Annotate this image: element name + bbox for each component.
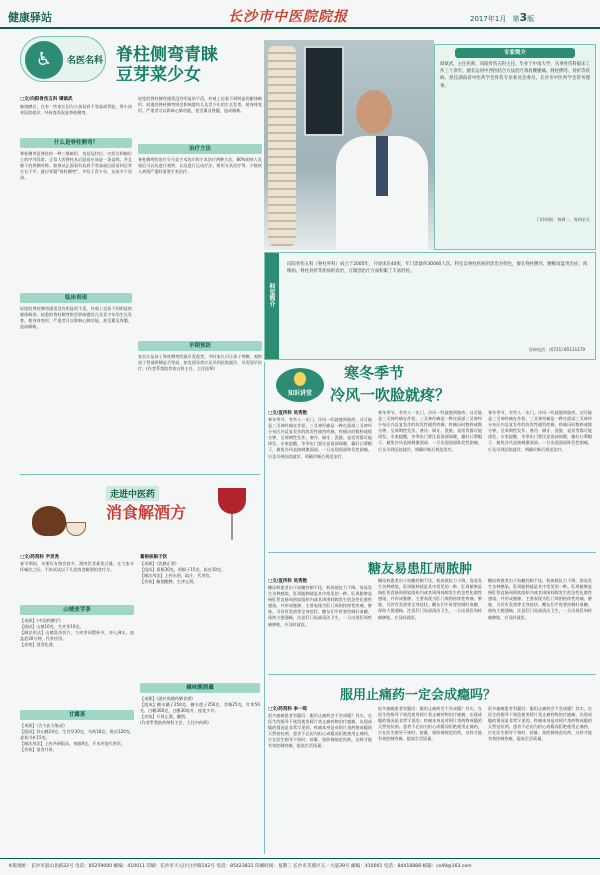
masthead-rule <box>0 27 600 29</box>
article-scoliosis <box>20 32 262 472</box>
sub-hawthorn-tea: 山楂麦芽茶 <box>20 605 134 615</box>
article4-col1 <box>20 554 134 850</box>
expert-box <box>434 44 596 250</box>
article3-body-2: 糖尿病患者由于血糖控制不佳，机体抵抗力下降，容易发生各种感染，肛周脓肿就是其中常见的一种。肛周脓肿是指肛管直肠周围软组织内或其周围间隙发生的急性化脓性感染，并形成脓肿。主要表现为肛门周围持续性疼痛、肿胀，可伴有发热等全身症状。糖友们平时要控制好血糖，保持大便通畅，注意肛门局部清洁卫生，一旦出现肛周疼痛肿胀，应及时就医。 <box>378 578 482 620</box>
hawthorn-tea-body: 【来源】《中国药膳学》 【组成】山楂10克，生麦芽10克。 【制法用法】山楂洗净切片，与麦芽同置杯中，冲入沸水，加盖泡30分钟，代茶饮用。 【功效】消食化滞。 <box>20 618 134 648</box>
article2-col1 <box>268 410 372 549</box>
article5-byline: □文/药剂科 李一鸣 <box>268 707 307 712</box>
department-phone: 咨询电话：(0731) 85131179 <box>528 347 585 352</box>
article4-tag: 走进中医药 <box>106 486 159 501</box>
column-right <box>138 96 262 472</box>
article2-byline: □文/宣传科 吴秀艳 <box>268 411 307 416</box>
article5-body-3: 很多癌痛患者有疑问：服用止痛药会不会成瘾？其实，在医生的指导下规范使用阿片类止痛药物治疗癌痛，出现成瘾的情况是非常罕见的。疼痛本身是对阿片类药物成瘾的天然拮抗剂。患者不必因为担心成瘾而拒绝使用止痛药，应在医生指导下按时、按量、按阶梯规范用药，这样才能有效控制疼痛，提高生活质量。 <box>488 706 592 742</box>
section-label: 健康驿站 <box>8 11 52 24</box>
what-body: 脊柱侧弯是脊柱的一种三维畸形，包括冠状位、矢状位和轴位上的序列异常。正常人的脊柱从后面看应该是一条直线，并且躯干的两侧对称。如果从正面看有双肩不等高或后面看到后背左右不平，就应怀疑"脊柱侧弯"。多发于青少年，女孩多于男孩。 <box>20 151 132 181</box>
subheading-prevention: 早期预防 <box>138 341 262 351</box>
subheading-treatment: 治疗方法 <box>138 144 262 154</box>
symptoms-body: 轻度的脊柱侧弯通常没有明显的不适，外观上也看不到明显的躯体畸形。较重的脊柱侧弯则会影响婴幼儿及青少年的生长发育，使身体变形，严重者可以影响心肺功能，甚至累及脊髓，造成瘫痪。 <box>20 306 132 330</box>
column-left <box>20 96 132 472</box>
xray-board <box>304 46 344 136</box>
intro-text: 脑剖磨后，在有一些家长因为小孩双肩不等高或背驼，带小孩来医院就诊，经检查发现是脊柱侧弯。 <box>20 104 132 116</box>
expert-clinic: 门诊时间：每周二、周四全天 <box>536 217 590 222</box>
sub-ganlu-tea: 甘露茶 <box>20 710 134 720</box>
paper-name: 长沙市中医院院报 <box>228 9 348 25</box>
ganlu-tea-body: 【来源】《古今医方集成》 【组成】炒山楂24克，生谷芽30克，乌药18克，陈皮120克，姜炙川朴15克。 【制法用法】上药共研粗末，每服9克，开水冲泡代茶饮。 【功效】消食开胃。 <box>20 723 134 753</box>
page-number: 3 <box>519 11 528 24</box>
article3-title: 糖友易患肛周脓肿 <box>368 562 473 577</box>
bulb-icon <box>294 372 306 386</box>
article3-body-1: 糖尿病患者由于血糖控制不佳，机体抵抗力下降，容易发生各种感染，肛周脓肿就是其中常见的一种。肛周脓肿是指肛管直肠周围软组织内或其周围间隙发生的急性化脓性感染，并形成脓肿。主要表现为肛门周围持续性疼痛、肿胀，可伴有发热等全身症状。糖友们平时要控制好血糖，保持大便通畅，注意肛门局部清洁卫生，一旦出现肛周疼痛肿胀，应及时就医。 <box>268 585 372 627</box>
issue-date: 2017年1月 <box>470 15 507 23</box>
expert-photo <box>264 40 434 250</box>
tag-label: 名医名科 <box>67 56 104 66</box>
department-label: 科室简介 <box>268 283 275 307</box>
tag-badge <box>20 36 106 82</box>
article4-intro: 春节期间，亲朋好友聚会较多，酒肉饮食难免过量。在大家开怀畅饮之际，不妨试试以下几款消食解酒的食疗方。 <box>20 561 134 573</box>
sub-gegen-drink: 葛根枳椇子饮 <box>140 555 167 560</box>
footer-text: 本版地址：长沙市韶山北路22号 电话：85259000 邮编：410011 印刷：长沙市天心区白沙路142号 电话：85423831 印刷时间：星期三 长沙市芙蓉区五一大道39号 邮编：410001 电话：84418888 邮箱：cs49@163.com <box>8 864 472 869</box>
article4-title: 消食解酒方 <box>106 503 187 522</box>
article3-rule <box>268 552 596 553</box>
page-suffix: 版 <box>527 15 535 23</box>
article-title-line1: 脊柱侧弯青睐 <box>116 45 218 65</box>
article5-rule <box>268 674 596 675</box>
column2-text: 轻度的脊柱侧弯通常没有明显的不适，外观上也看不到明显的躯体畸形。较重的脊柱侧弯则会影响婴幼儿及青少年的生长发育，使身体变形，严重者可以影响心肺功能，甚至累及脊髓，造成瘫痪。 <box>138 96 262 114</box>
knowledge-tag-label: 知识讲堂 <box>287 390 312 397</box>
department-side-label <box>265 253 279 359</box>
article-painkiller <box>268 674 596 854</box>
orange-soup-body: 【来源】《滋补保健药膳食谱》 【组成】糖水橘子250克，糖水莲子250克，青梅25克，红枣50克，白糖300克，白醋30毫升，桂花少许。 【功效】开胃止渴，醒酒。 (作者系我院药剂科主任、主任中药师) <box>140 696 260 726</box>
wine-glass-illustration <box>210 484 254 550</box>
article2-body-3: 寒冬季节，有些人一出门，冷风一吹就感到脸疼。这可能是三叉神经痛在作怪。三叉神经痛是一种在面部三叉神经分布区内反复发作的阵发性剧烈疼痛，疼痛历时数秒或数分钟，呈周期性发作。寒冷、刷牙、洗脸、说话等都可能诱发。专家提醒，冬季出门要注意面部保暖，戴好口罩帽子，避免冷风直接刺激面部。一旦出现面部阵发性剧痛，应及早到医院就诊，明确诊断后规范治疗。 <box>488 410 592 452</box>
article2-title-line2: 冷风一吹脸就疼？ <box>330 386 451 404</box>
article4-rule <box>20 474 260 475</box>
article3-col1 <box>268 578 372 665</box>
prevention-body: 家长应是孩子脊柱侧弯的最早发现者。平时家长可让孩子弯腰，观察孩子背部两侧是否等高，如发现异常应及早到医院就诊，早发现早治疗。(作者系我院骨伤五科主任、主任医师) <box>138 354 262 372</box>
article4-byline: □文/药剂科 尹灵秀 <box>20 555 59 560</box>
wine-glass-icon <box>218 488 246 514</box>
article4-col2 <box>140 554 260 850</box>
column-divider <box>264 362 265 854</box>
doctor-tie <box>376 136 388 196</box>
subheading-symptoms: 临床表现 <box>20 293 132 303</box>
article-digestion-recipes <box>20 474 260 854</box>
doctor-icon: ♿ <box>25 41 63 79</box>
teacup-icon <box>66 522 86 536</box>
article-title-line2: 豆芽菜少女 <box>116 65 201 85</box>
article5-body-2: 很多癌痛患者有疑问：服用止痛药会不会成瘾？其实，在医生的指导下规范使用阿片类止痛药物治疗癌痛，出现成瘾的情况是非常罕见的。疼痛本身是对阿片类药物成瘾的天然拮抗剂。患者不必因为担心成瘾而拒绝使用止痛药，应在医生指导下按时、按量、按阶梯规范用药，这样才能有效控制疼痛，提高生活质量。 <box>378 706 482 742</box>
department-box <box>264 252 596 360</box>
sub-orange-soup: 橘味醒酒羹 <box>140 683 260 693</box>
page-prefix: 第 <box>512 15 520 23</box>
tea-illustration <box>24 496 94 548</box>
expert-body: 谭斌武，主任医师，向阳骨伤五科主任。毕业于中南大学，从事骨伤科临床工作三十余年，擅长运用中西医结合方法治疗颈肩腰腿痛、脊柱侧弯、骨折等疾病。担任湖南省中医药学会骨伤专业委员会委员，长沙市中医药学会常务理事。 <box>440 62 590 89</box>
article2-body-2: 寒冬季节，有些人一出门，冷风一吹就感到脸疼。这可能是三叉神经痛在作怪。三叉神经痛是一种在面部三叉神经分布区内反复发作的阵发性剧烈疼痛，疼痛历时数秒或数分钟，呈周期性发作。寒冷、刷牙、洗脸、说话等都可能诱发。专家提醒，冬季出门要注意面部保暖，戴好口罩帽子，避免冷风直接刺激面部。一旦出现面部阵发性剧痛，应及早到医院就诊，明确诊断后规范治疗。 <box>378 410 482 452</box>
expert-header: 专家简介 <box>455 48 575 58</box>
issue-info <box>470 11 534 24</box>
article-cold-wind <box>268 362 596 552</box>
spine-model <box>268 46 296 246</box>
knowledge-tag <box>276 368 324 402</box>
article2-body-1: 寒冬季节，有些人一出门，冷风一吹就感到脸疼。这可能是三叉神经痛在作怪。三叉神经痛是一种在面部三叉神经分布区内反复发作的阵发性剧烈疼痛，疼痛历时数秒或数分钟，呈周期性发作。寒冷、刷牙、洗脸、说话等都可能诱发。专家提醒，冬季出门要注意面部保暖，戴好口罩帽子，避免冷风直接刺激面部。一旦出现面部阵发性剧痛，应及早到医院就诊，明确诊断后规范治疗。 <box>268 417 372 459</box>
article5-body-1: 很多癌痛患者有疑问：服用止痛药会不会成瘾？其实，在医生的指导下规范使用阿片类止痛药物治疗癌痛，出现成瘾的情况是非常罕见的。疼痛本身是对阿片类药物成瘾的天然拮抗剂。患者不必因为担心成瘾而拒绝使用止痛药，应在医生指导下按时、按量、按阶梯规范用药，这样才能有效控制疼痛，提高生活质量。 <box>268 713 372 749</box>
masthead <box>0 0 600 30</box>
gegen-drink-body: 【来源】《饮膳正要》 【组成】葛根30克，枳椇子15克，陈皮10克。 【制法用法】上药水煎，取汁，代茶饮。 【功效】解酒醒脾，生津止渴。 <box>140 561 226 585</box>
subheading-what: 什么是脊柱侧弯？ <box>20 138 132 148</box>
article3-body-3: 糖尿病患者由于血糖控制不佳，机体抵抗力下降，容易发生各种感染，肛周脓肿就是其中常见的一种。肛周脓肿是指肛管直肠周围软组织内或其周围间隙发生的急性化脓性感染，并形成脓肿。主要表现为肛门周围持续性疼痛、肿胀，可伴有发热等全身症状。糖友们平时要控制好血糖，保持大便通畅，注意肛门局部清洁卫生，一旦出现肛周疼痛肿胀，应及时就医。 <box>488 578 592 620</box>
teapot-icon <box>32 506 66 536</box>
treatment-body: 脊柱侧弯的治疗分为非手术治疗和手术治疗两种方法。80%的病人发现后可以先进行观察，以及进行运动疗法、矫形支具治疗等。少数病人病情严重时需要手术治疗。 <box>138 157 262 175</box>
department-body: 向阳骨伤五科（脊柱外科）成立于2005年，开放床位40张，年门诊量约30000人次。科室以脊柱疾病的诊治为特色，擅长脊柱侧弯、腰椎间盘突出症、颈椎病、脊柱骨折等疾病的诊治，在微创治疗方面积累了丰富经验。 <box>287 262 587 275</box>
article2-title-line1: 寒冬季节 <box>344 364 405 382</box>
article-anal-abscess <box>268 552 596 672</box>
footer <box>0 858 600 875</box>
article3-byline: □文/宣传科 吴秀艳 <box>268 579 307 584</box>
article5-col1 <box>268 706 372 849</box>
wine-glass-stem <box>231 514 233 540</box>
doctor-head <box>356 90 392 134</box>
byline: □文/向阳骨伤五科 谭斌武 <box>20 97 73 102</box>
article5-title: 服用止痛药一定会成瘾吗？ <box>340 688 497 703</box>
